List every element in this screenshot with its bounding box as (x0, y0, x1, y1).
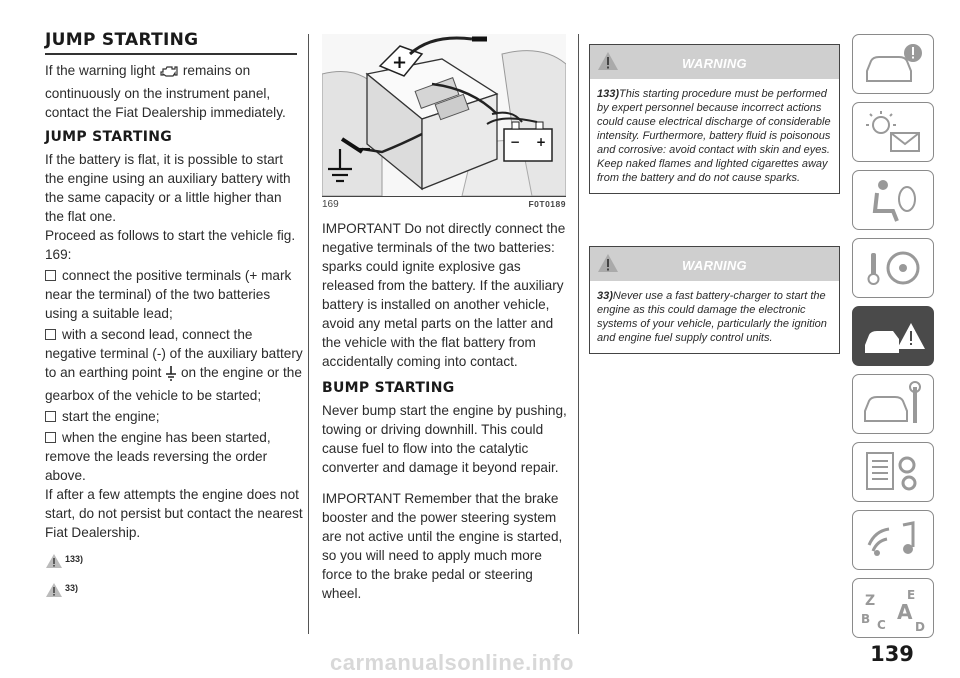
warning-triangle-icon (45, 582, 63, 598)
warning-header: WARNING (590, 247, 839, 281)
checkbox-bullet-icon (45, 411, 56, 422)
column-1 (45, 61, 303, 608)
warning-ref: 33) (45, 579, 303, 598)
warning-ref: 133) (45, 550, 303, 569)
svg-text:+: + (536, 135, 547, 149)
multimedia-icon (853, 511, 933, 569)
svg-text:D: D (915, 620, 925, 634)
warning-triangle-icon (45, 553, 63, 569)
important-note: IMPORTANT Do not directly connect the negative terminals of the two batteries: sparks could ignite explosive gas released from the battery. If the auxiliary battery is installed on another vehicle, avoid any metal parts on the latter and the vehicle with the flat battery from accidentally coming into contact. (322, 221, 566, 369)
key-steering-wheel-icon (853, 239, 933, 297)
svg-text:−: − (354, 137, 373, 162)
section-heading-jump-starting: JUMP STARTING (45, 129, 173, 145)
svg-text:C: C (877, 618, 886, 632)
warning-text: 33)Never use a fast battery-charger to start the engine as this could damage the electronic systems of your vehicle, particularly the ignition and engine fuel supply control units. (597, 290, 827, 344)
car-service-wrench-icon (853, 375, 933, 433)
svg-text:E: E (907, 588, 916, 602)
tab-in-an-emergency[interactable] (852, 306, 934, 366)
list-item: with a second lead, connect the negative terminal (-) of the auxiliary battery to an earthing point on the engine or the gearbox of the vehicle to be started; (45, 327, 303, 403)
svg-text:B: B (861, 612, 871, 626)
warning-text: 133)This starting procedure must be performed by expert personnel because incorrect actions could cause electrical discharge of considerable intensity. Furthermore, battery fluid is poisonous and corrosive: avoid contact with skin and eyes. Keep naked flames and lighted cigarettes away from the battery and do not cause sparks. (597, 88, 831, 184)
tab-safety[interactable] (852, 170, 934, 230)
warning-header: WARNING (590, 45, 839, 79)
chapter-tabs (852, 34, 934, 646)
tab-servicing[interactable] (852, 374, 934, 434)
column-divider (308, 34, 309, 634)
section-heading-bump-starting: BUMP STARTING (322, 380, 455, 396)
page-title: JUMP STARTING (45, 30, 297, 55)
earth-ground-icon (165, 365, 177, 386)
list-item: when the engine has been started, remove the leads reversing the order above. (45, 430, 271, 483)
paragraph: If after a few attempts the engine does not start, do not persist but contact the nearest Fiat Dealership. (45, 487, 303, 540)
seat-airbag-icon (853, 171, 933, 229)
figure-number: 169 (322, 199, 339, 210)
tab-multimedia[interactable] (852, 510, 934, 570)
svg-text:A: A (897, 600, 913, 624)
warning-box (589, 44, 840, 194)
jump-start-illustration (322, 34, 566, 210)
svg-text:Z: Z (865, 593, 876, 609)
important-note: IMPORTANT Remember that the brake booster and the power steering system are not active until the engine is started, so you will need to apply much more force to the brake pedal or steering wheel. (322, 491, 563, 601)
checkbox-bullet-icon (45, 329, 56, 340)
tab-warning-lights[interactable] (852, 102, 934, 162)
column-divider (578, 34, 579, 634)
paragraph: Never bump start the engine by pushing, towing or driving downhill. This could cause fuel to flow into the catalytic converter and damage it beyond repair. (322, 403, 567, 475)
engine-fault-warning-light-icon (159, 63, 179, 84)
watermark: carmanualsonline.info (330, 650, 574, 675)
checkbox-bullet-icon (45, 270, 56, 281)
list-item: start the engine; (45, 407, 303, 426)
warning-box (589, 246, 840, 354)
technical-data-gears-icon (853, 443, 933, 501)
paragraph: Proceed as follows to start the vehicle fig. 169: (45, 228, 296, 262)
tab-car-info[interactable] (852, 34, 934, 94)
figure-caption (322, 196, 566, 210)
tab-technical-data[interactable] (852, 442, 934, 502)
page-number: 139 (870, 642, 914, 666)
figure-code: F0T0189 (528, 199, 566, 209)
tab-starting-driving[interactable] (852, 238, 934, 298)
paragraph: If the battery is flat, it is possible to start the engine using an auxiliary battery with the same capacity or a little higher than the flat one. (45, 152, 291, 224)
emergency-car-icon (853, 307, 933, 365)
warning-lights-message-icon (853, 103, 933, 161)
checkbox-bullet-icon (45, 432, 56, 443)
intro-paragraph: If the warning light remains on continuously on the instrument panel, contact the Fiat Dealership immediately. (45, 63, 286, 120)
column-2 (322, 219, 572, 603)
warning-references (45, 550, 303, 598)
car-info-icon (853, 35, 933, 93)
list-item: connect the positive terminals (+ mark near the terminal) of the two batteries using a suitable lead; (45, 268, 292, 321)
svg-text:−: − (510, 135, 521, 149)
alphabetical-index-icon (853, 579, 933, 637)
svg-text:+: + (392, 52, 408, 73)
tab-index[interactable] (852, 578, 934, 638)
